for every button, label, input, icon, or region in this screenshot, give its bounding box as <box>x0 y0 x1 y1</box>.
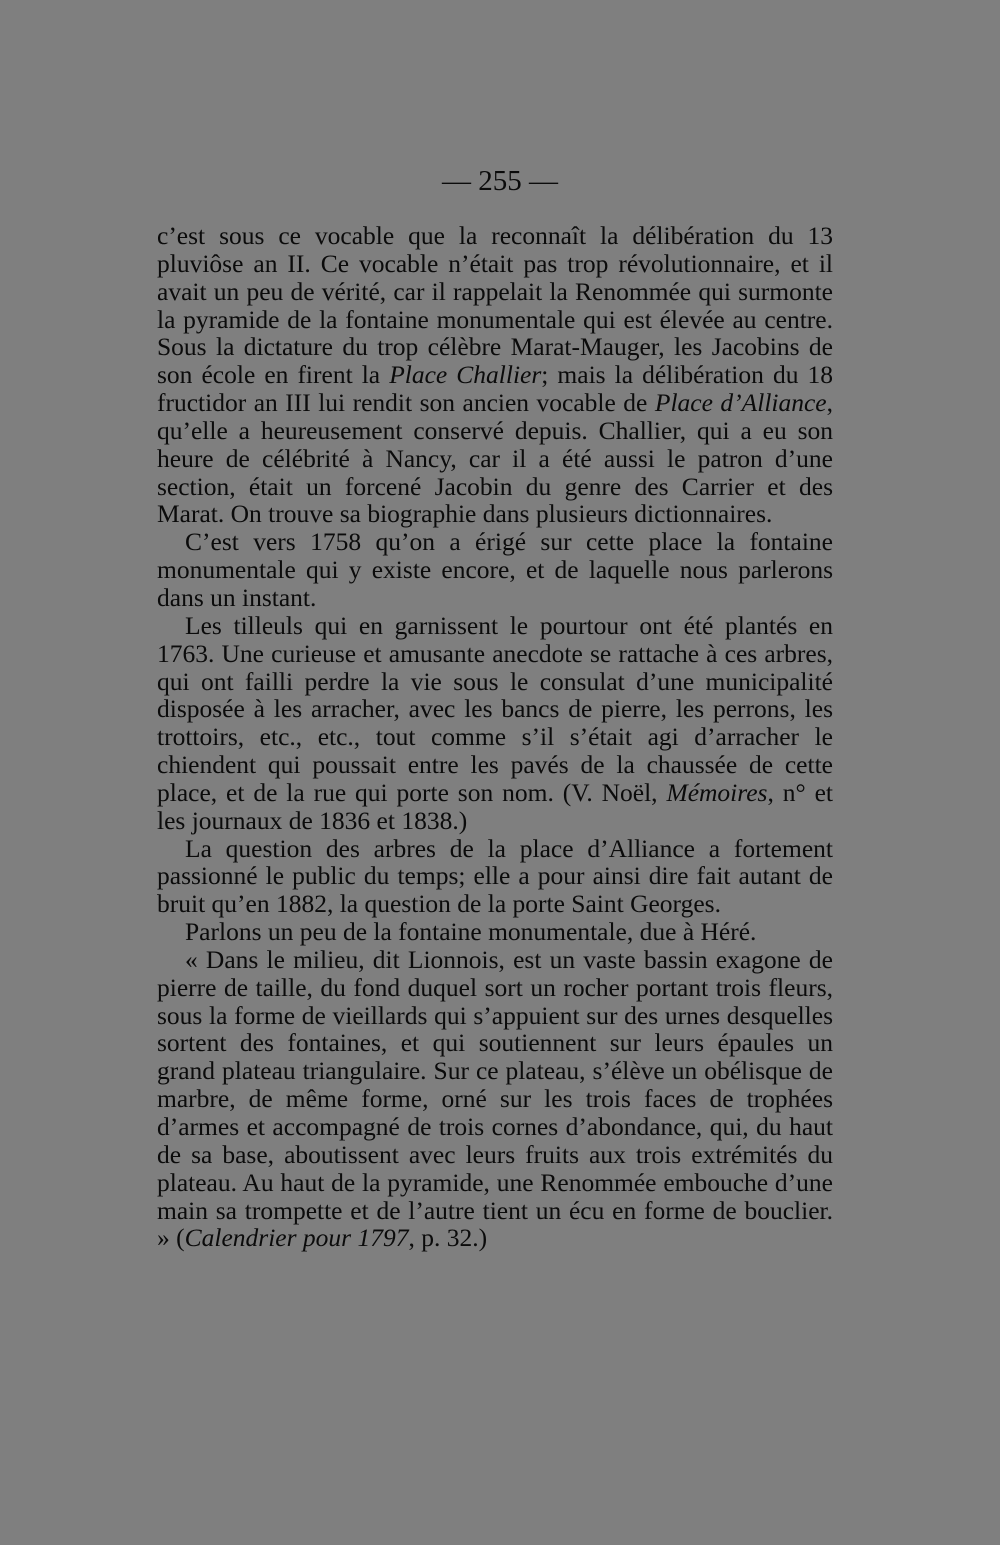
italic-place-name: Place d’Alliance <box>654 388 827 418</box>
page-number: — 255 — <box>442 165 558 197</box>
paragraph-text: Parlons un peu de la fontaine monumentale, due à Héré. <box>185 917 757 947</box>
paragraph-text: ; mais la délibération du 18 fructidor an III lui rendit son ancien vocable de <box>157 360 834 418</box>
paragraph-text: La question des arbres de la place d’Alliance a fortement passionné le public du temps; elle a pour ainsi dire fait autant de bruit qu’en 1882, la question de la porte Saint Georges. <box>157 833 833 919</box>
paragraph-text: , qu’elle a heureusement conservé depuis. Challier, qui a eu son heure de célébrité à Nancy, car il a été aussi le patron d’une section, était un forcené Jacobin du genre des Carrier et des Marat. On trouve sa biographie dans plusieurs dictionnaires. <box>157 388 833 529</box>
paragraph-6 <box>157 946 833 1252</box>
paragraph-text: C’est vers 1758 qu’on a érigé sur cette place la fontaine monumentale qui y existe encore, et de laquelle nous parlerons dans un instant. <box>157 527 833 612</box>
paragraph-3 <box>157 612 833 835</box>
paragraph-text: « Dans le milieu, dit Lionnois, est un vaste bassin exagone de pierre de taille, du fond duquel sort un rocher portant trois fleurs, sous la forme de vieillards qui s’appuient sur des urnes desquelles sortent des fontaines, et qui soutiennent sur leurs épaules un grand plateau triangulaire. Sur ce plateau, s’élève un obélisque de marbre, de même forme, orné sur les trois faces de trophées d’armes et accompagné de trois cornes d’abondance, qui, du haut de sa base, aboutissent avec leurs fruits aux trois extrémités du plateau. Au haut de la pyramide, une Renommée embouche d’une main sa trompette et de l’autre tient un écu en forme de bouclier. » ( <box>157 944 833 1253</box>
paragraph-2 <box>157 528 833 612</box>
paragraph-text: , p. 32.) <box>408 1223 488 1253</box>
paragraph-1 <box>157 222 833 528</box>
paragraph-5 <box>157 918 833 946</box>
paragraph-4 <box>157 835 833 919</box>
italic-reference-title: Calendrier pour 1797 <box>184 1223 409 1253</box>
italic-place-name: Place Challier <box>389 360 542 390</box>
italic-reference-title: Mémoires <box>666 777 768 807</box>
paragraph-text: Les tilleuls qui en garnissent le pourtour ont été plantés en 1763. Une curieuse et amusante anecdote se rattache à ces arbres, qui ont failli perdre la vie sous le consulat d’une municipalité disposée à les arracher, avec les bancs de pierre, les perrons, les trottoirs, etc., etc., tout comme s’il s’était agi d’arracher le chiendent qui poussait entre les pavés de la chaussée de cette place, et de la rue qui porte son nom. (V. Noël, <box>157 610 833 807</box>
paragraph-text: c’est sous ce vocable que la reconnaît la délibération du 13 pluviôse an II. Ce vocable n’était pas trop révolutionnaire, et il avait un peu de vérité, car il rappelait la Renommée qui surmonte la pyramide de la fontaine monumentale qui est élevée au centre. Sous la dictature du trop célèbre Marat-Mauger, les Jacobins de son école en firent la <box>157 221 833 390</box>
body-text <box>157 222 833 1252</box>
paragraph-text: , n° et les journaux de 1836 et 1838.) <box>157 777 833 835</box>
